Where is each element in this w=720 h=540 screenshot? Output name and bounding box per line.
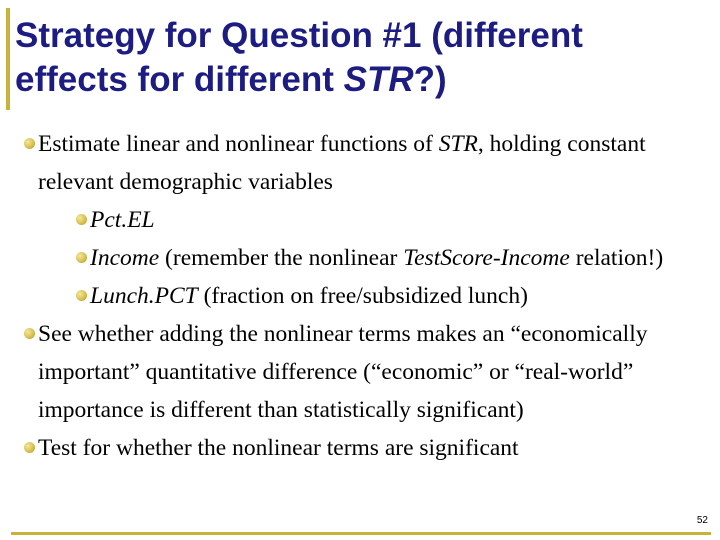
bullet-estimate-str: STR [438,131,478,157]
bullet-estimate-text: Estimate linear and nonlinear functions of [38,131,439,157]
sub-bullet-lunch-pct-em: Lunch.PCT [90,283,198,309]
sub-bullet-pct-el [90,201,155,239]
sub-bullet-dot-1 [76,214,87,225]
bullet-dot-1 [24,138,35,149]
sub-bullet-pct-el-text: Pct.EL [90,207,155,233]
bullet-see-whether: See whether adding the nonlinear terms makes an “economically [38,321,648,347]
slide-title [15,14,705,102]
title-str-italic: STR [343,60,414,99]
title-line-2-start: effects for different [15,60,344,99]
title-line-1: Strategy for Question #1 (different [15,16,583,55]
bullet-dot-3 [24,442,35,453]
bullet-estimate-continuation: relevant demographic variables [38,169,333,195]
bullet-see-whether-line-2: important” quantitative difference (“economic” or “real-world” [38,359,634,385]
sub-bullet-lunch-pct-text: (fraction on free/subsidized lunch) [197,283,528,309]
sub-bullet-income-text: (remember the nonlinear [159,245,404,271]
bullet-see-whether-line-3: importance is different than statistically significant) [38,397,524,423]
sub-bullet-income-text-2: relation!) [569,245,664,271]
bullet-dot-2 [24,328,35,339]
bullet-estimate [38,125,646,163]
sub-bullet-lunch-pct [90,277,528,315]
sub-bullet-dot-2 [76,252,87,263]
bullet-test: Test for whether the nonlinear terms are significant [38,435,519,461]
title-line-2-end: ?) [413,60,447,99]
title-accent-bar [6,8,10,110]
bullet-estimate-text-2: , holding constant [477,131,646,157]
sub-bullet-income-em: Income [90,245,160,271]
sub-bullet-testscore-income: TestScore-Income [403,245,570,271]
sub-bullet-dot-3 [76,290,87,301]
sub-bullet-income [90,239,663,277]
slide-body [0,122,700,472]
page-number: 52 [696,515,708,526]
footer-rule [11,532,711,535]
